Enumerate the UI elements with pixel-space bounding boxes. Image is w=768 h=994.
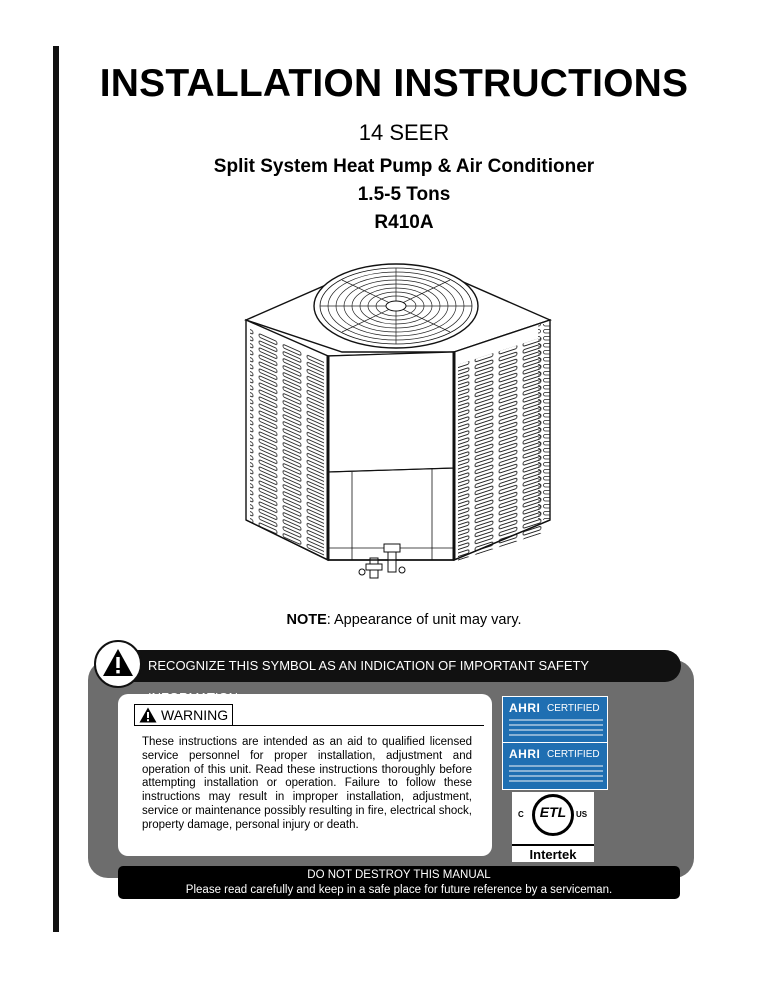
footer-banner [118, 866, 680, 899]
intertek-label: Intertek [512, 844, 594, 862]
ahri-certified-badge [502, 696, 608, 744]
warning-triangle-icon [139, 707, 157, 723]
etl-mark: ETL [539, 804, 567, 820]
warning-triangle-icon [96, 642, 140, 686]
warning-text: These instructions are intended as an aid to qualified licensed service personnel for proper installation, adjustment and operation of this unit. Read these instructions thoroughly before attempting installation or operation. Failure to follow these instructions may result in improper installation, adjustment, service or maintenance possibly resulting in fire, electrical shock, property damage, personal injury or death. [142, 736, 472, 831]
ahri-fine-print [509, 719, 603, 737]
seer-rating: 14 SEER [358, 120, 450, 145]
warning-divider [134, 725, 484, 726]
footer-line2: Please read carefully and keep in a safe place for future reference by a serviceman. [185, 884, 613, 896]
page-title: INSTALLATION INSTRUCTIONS [99, 62, 689, 105]
ahri-logo: AHRI [509, 747, 541, 761]
outdoor-unit-illustration [232, 258, 562, 588]
safety-banner: RECOGNIZE THIS SYMBOL AS AN INDICATION OF IMPORTANT SAFETY [116, 650, 681, 682]
ahri-fine-print [509, 765, 603, 783]
warning-box [118, 694, 492, 856]
subtitle-product: Split System Heat Pump & Air Conditioner [213, 156, 595, 177]
note-label: NOTE [286, 612, 327, 628]
note-text: : Appearance of unit may vary. [326, 612, 522, 628]
etl-c: C [518, 810, 524, 819]
note-line [0, 612, 768, 628]
ahri-certified-badge [502, 742, 608, 790]
etl-us: US [576, 810, 588, 819]
footer-line1: DO NOT DESTROY THIS MANUAL [307, 869, 491, 881]
warning-label: WARNING [161, 707, 229, 723]
safety-symbol [94, 640, 142, 688]
subtitle-tonnage: 1.5-5 Tons [357, 184, 451, 205]
ahri-certified-label: CERTIFIED [547, 749, 600, 760]
left-margin-rule [53, 46, 59, 932]
subtitle-refrigerant: R410A [374, 212, 434, 233]
etl-listed-mark [512, 792, 594, 862]
warning-tag [134, 704, 233, 726]
ahri-certified-label: CERTIFIED [547, 703, 600, 714]
ahri-logo: AHRI [509, 701, 541, 715]
